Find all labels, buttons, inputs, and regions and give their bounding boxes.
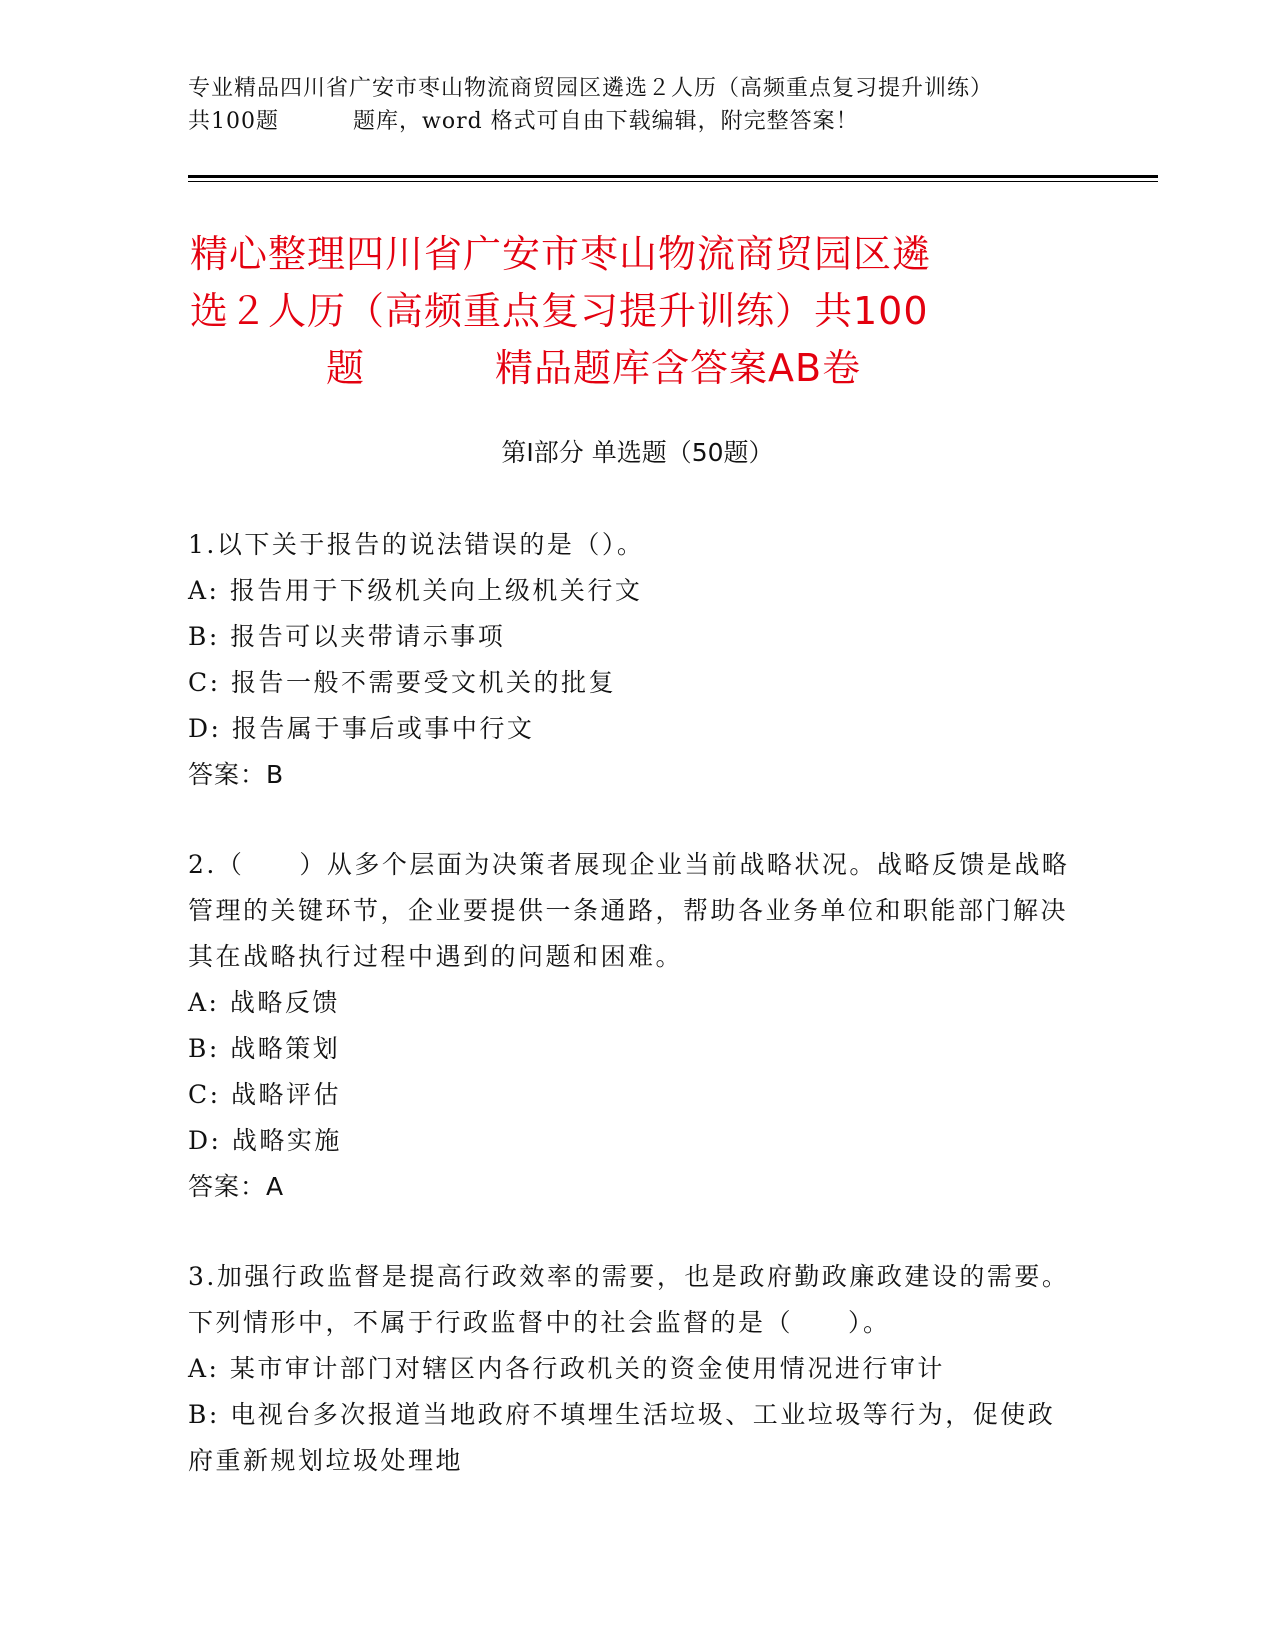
header-note [188,72,1068,138]
option-a: A: 某市审计部门对辖区内各行政机关的资金使用情况进行审计 [188,1354,945,1383]
answer: 答案：B [188,760,285,789]
option-d: D: 报告属于事后或事中行文 [188,714,535,743]
title-line-1: 精心整理四川省广安市枣山物流商贸园区遴 [190,232,932,276]
question-stem: 3.加强行政监督是提高行政效率的需要，也是政府勤政廉政建设的需要。下列情形中，不属于行政监督中的社会监督的是（ ）。 [188,1262,1070,1337]
answer: 答案：A [188,1172,285,1201]
title-line-3-start: 题 [326,346,366,390]
title-line-2: 选２人历（高频重点复习提升训练）共100 [190,289,929,333]
question-2 [188,842,1078,1210]
question-list [188,522,1078,1484]
question-stem: 1.以下关于报告的说法错误的是（）。 [188,530,645,559]
header-divider-thick [188,175,1158,178]
option-b: B: 电视台多次报道当地政府不填埋生活垃圾、工业垃圾等行为，促使政府重新规划垃圾处理地 [188,1400,1056,1475]
title-line-3 [190,340,1090,397]
option-b: B: 报告可以夹带请示事项 [188,622,506,651]
option-c: C: 报告一般不需要受文机关的批复 [188,668,616,697]
header-divider-thin [188,181,1158,182]
header-count: 共100题 [188,109,279,134]
option-a: A: 战略反馈 [188,988,340,1017]
header-line1: 专业精品四川省广安市枣山物流商贸园区遴选２人历（高频重点复习提升训练） [188,76,994,101]
section-heading: 第Ⅰ部分 单选题（50题） [501,438,774,467]
option-b: B: 战略策划 [188,1034,341,1063]
document-title [190,226,1090,397]
title-line-3-end: 精品题库含答案AB卷 [495,346,862,390]
question-stem: 2.（ ）从多个层面为决策者展现企业当前战略状况。战略反馈是战略管理的关键环节，企业要提供一条通路，帮助各业务单位和职能部门解决其在战略执行过程中遇到的问题和困难。 [188,850,1070,971]
option-a: A: 报告用于下级机关向上级机关行文 [188,576,643,605]
header-description: 题库，word 格式可自由下载编辑，附完整答案！ [353,109,859,134]
option-c: C: 战略评估 [188,1080,341,1109]
option-d: D: 战略实施 [188,1126,342,1155]
question-1 [188,522,1078,798]
question-3 [188,1254,1078,1484]
